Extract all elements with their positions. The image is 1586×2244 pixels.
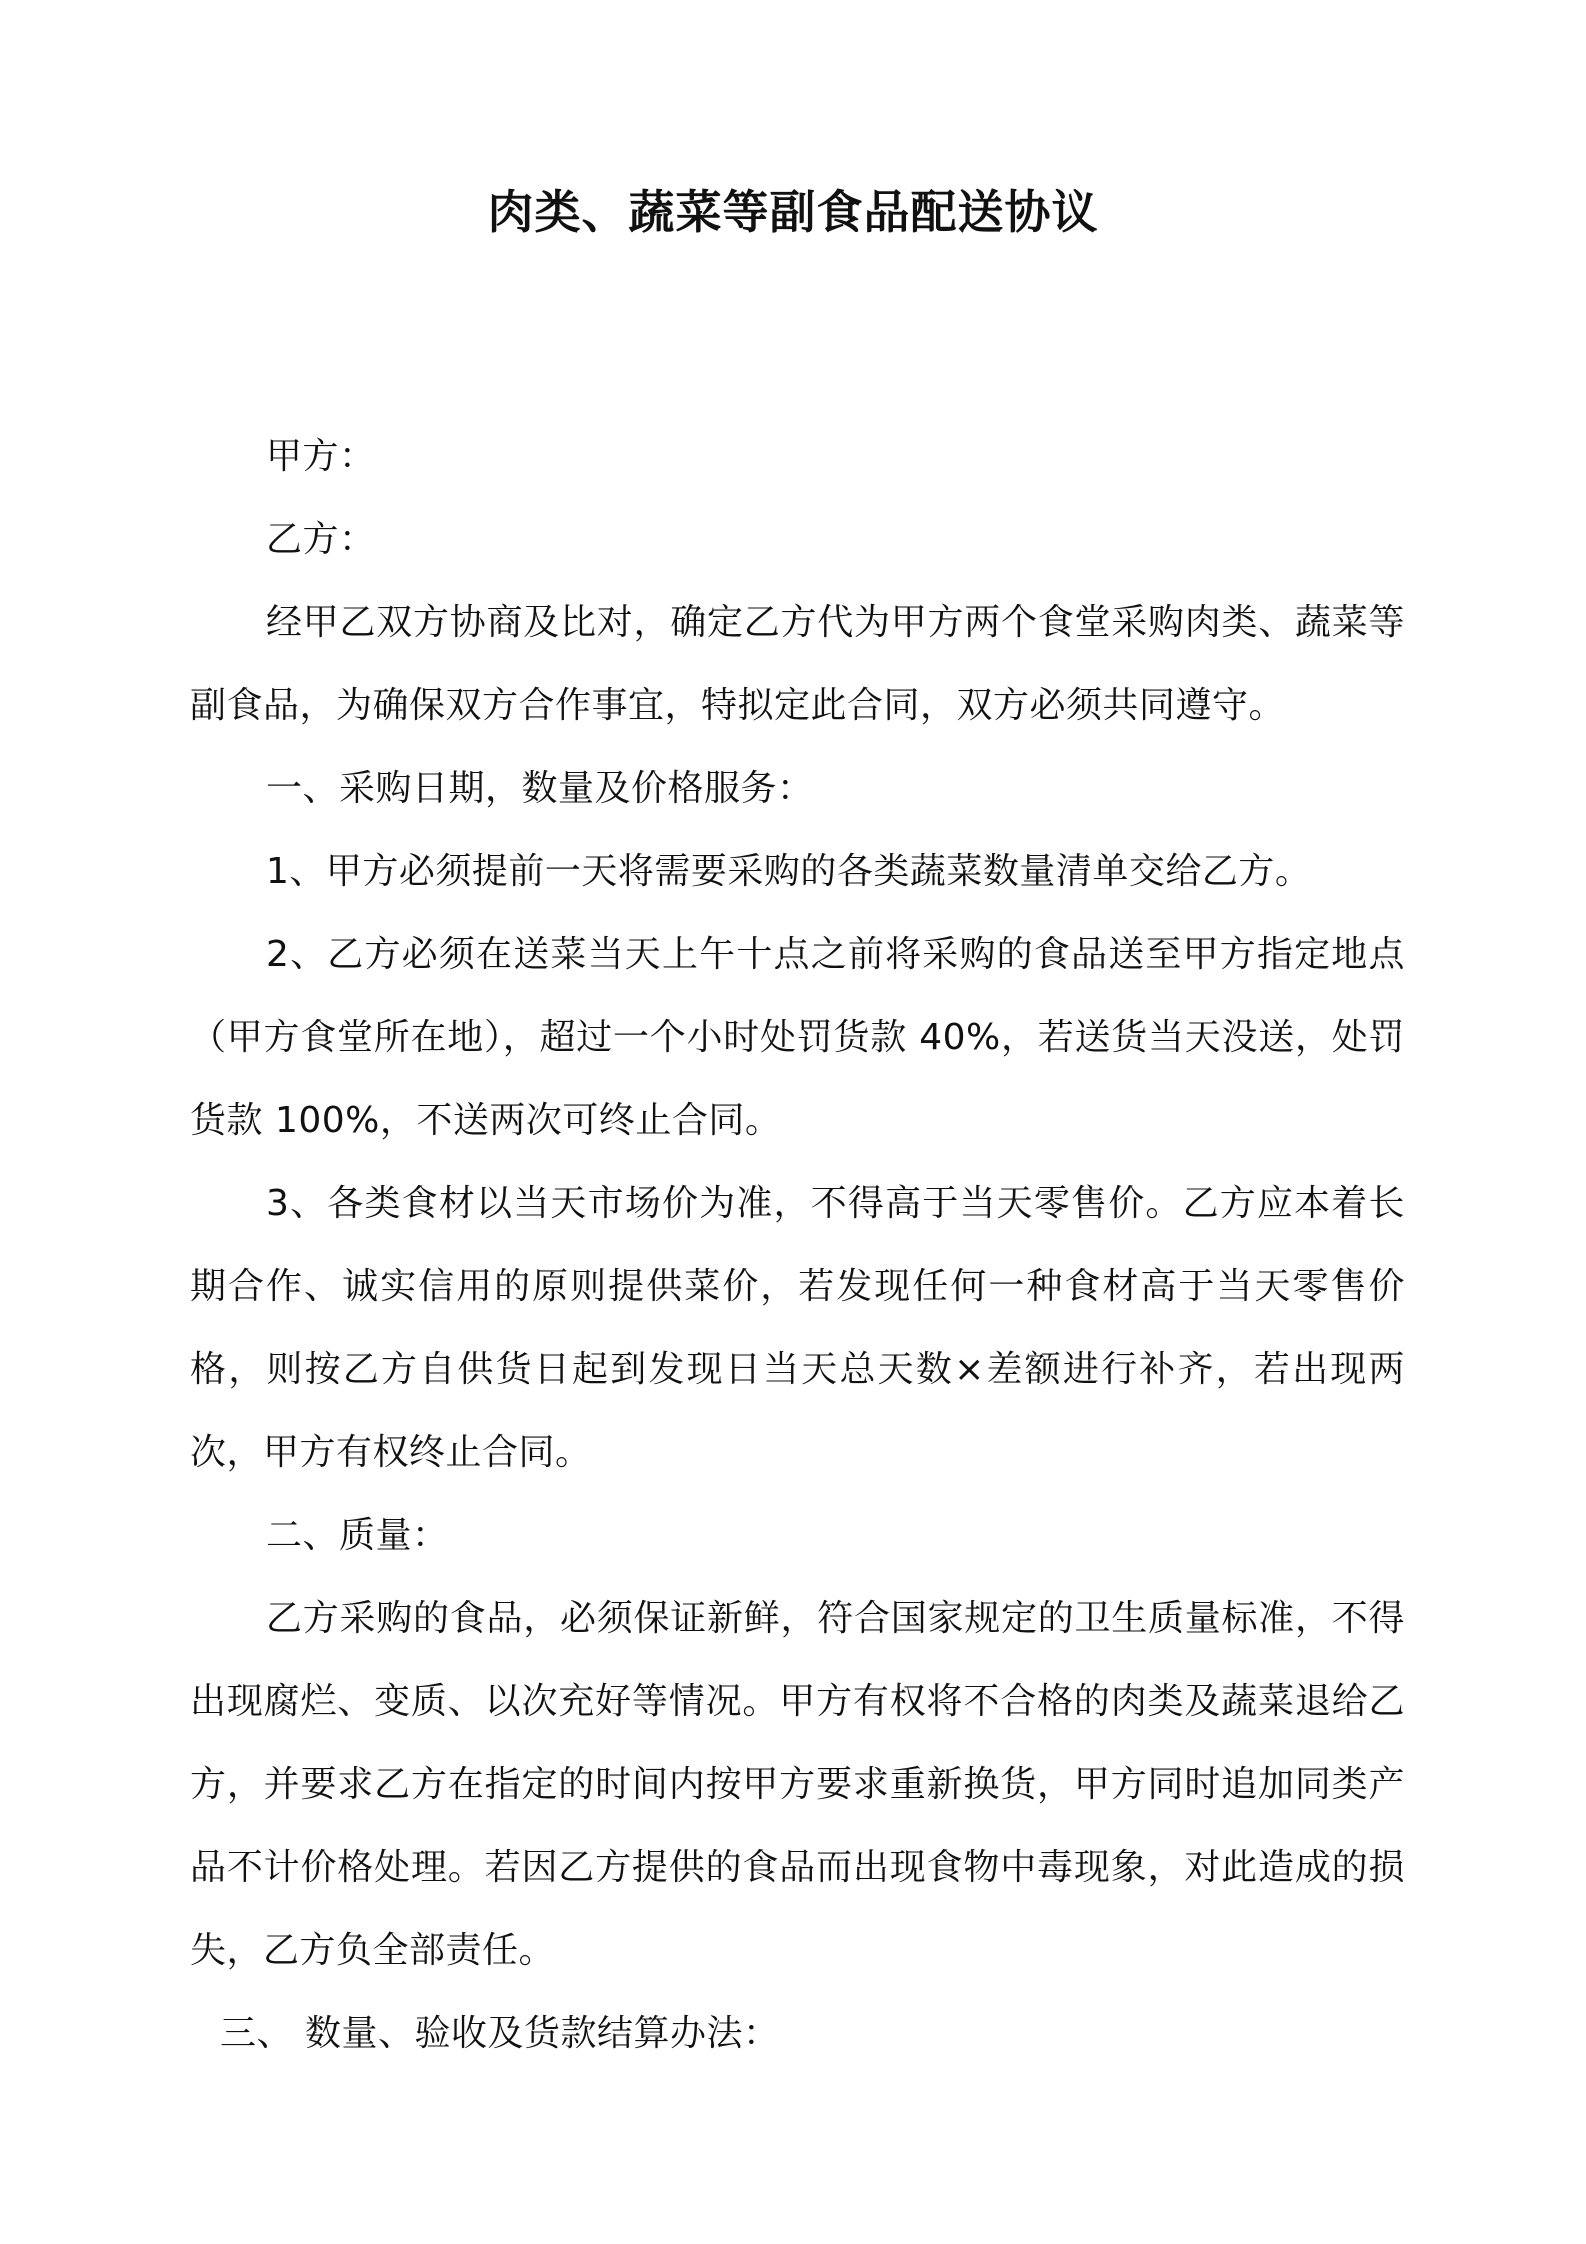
section-1-item-2: 2、乙方必须在送菜当天上午十点之前将采购的食品送至甲方指定地点（甲方食堂所在地），超过一个小时处罚货款 40%，若送货当天没送，处罚货款 100%，不送两次可终止合同。 <box>190 934 1405 1141</box>
section-1-item-3: 3、各类食材以当天市场价为准，不得高于当天零售价。乙方应本着长期合作、诚实信用的原则提供菜价，若发现任何一种食材高于当天零售价格，则按乙方自供货日起到发现日当天总天数×差额进行补齐，若出现两次，甲方有权终止合同。 <box>190 1183 1405 1473</box>
party-b-line: 乙方： <box>266 519 376 560</box>
intro-paragraph: 经甲乙双方协商及比对，确定乙方代为甲方两个食堂采购肉类、蔬菜等副食品，为确保双方合作事宜，特拟定此合同，双方必须共同遵守。 <box>190 602 1405 726</box>
document-body <box>190 415 1405 2075</box>
section-2-heading: 二、质量： <box>266 1515 449 1556</box>
document-title: 肉类、蔬菜等副食品配送协议 <box>487 185 1099 239</box>
section-1-item-1: 1、甲方必须提前一天将需要采购的各类蔬菜数量清单交给乙方。 <box>266 851 1312 892</box>
party-a-line: 甲方： <box>266 436 376 477</box>
section-2-paragraph: 乙方采购的食品，必须保证新鲜，符合国家规定的卫生质量标准，不得出现腐烂、变质、以次充好等情况。甲方有权将不合格的肉类及蔬菜退给乙方，并要求乙方在指定的时间内按甲方要求重新换货，甲方同时追加同类产品不计价格处理。若因乙方提供的食品而出现食物中毒现象，对此造成的损失，乙方负全部责任。 <box>190 1598 1405 1971</box>
section-1-heading: 一、采购日期，数量及价格服务： <box>266 768 814 809</box>
section-3-heading: 三、 数量、验收及货款结算办法： <box>220 2013 780 2054</box>
